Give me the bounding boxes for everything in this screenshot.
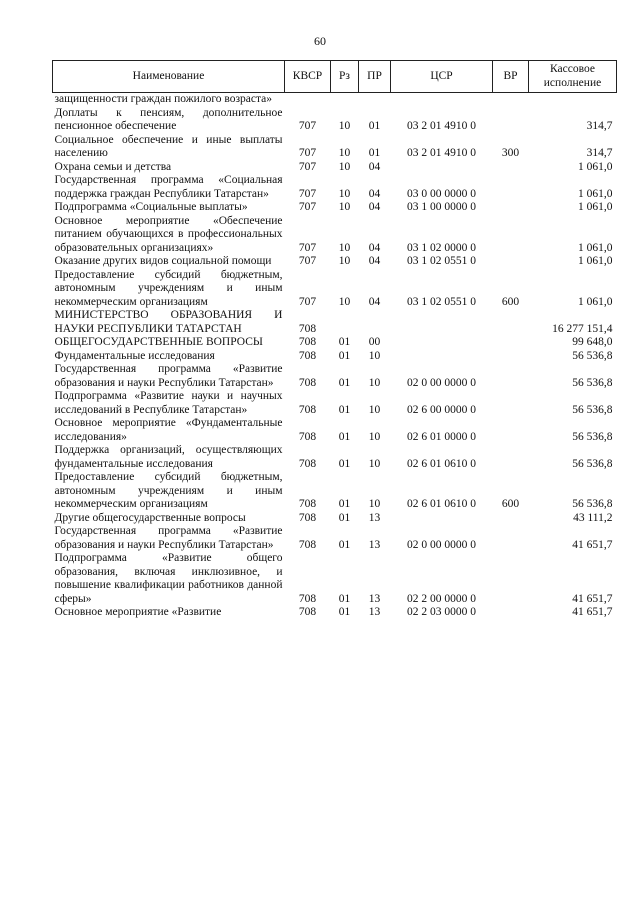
cell-kvsr: 707 <box>298 201 317 213</box>
cell-csr: 02 6 01 0610 0 <box>407 498 476 510</box>
cell-kassovoe: 16 277 151,4 <box>552 322 613 335</box>
cell-vr <box>493 363 529 390</box>
table-row <box>53 471 617 512</box>
cell-kassovoe: 41 651,7 <box>572 538 613 551</box>
cell-vr <box>493 525 529 552</box>
cell-kvsr: 707 <box>298 241 317 254</box>
header-kassovoe: Кассовое исполнение <box>529 61 617 93</box>
cell-csr: 02 6 01 0000 0 <box>407 430 476 443</box>
cell-pr: 04 <box>368 295 381 308</box>
cell-vr <box>493 93 529 107</box>
cell-kassovoe: 99 648,0 <box>572 336 613 348</box>
cell-kvsr: 708 <box>298 498 317 510</box>
cell-kassovoe: 43 111,2 <box>573 511 613 524</box>
table-row <box>53 350 617 364</box>
cell-rz: 01 <box>338 511 351 524</box>
cell-pr: 10 <box>368 349 381 362</box>
cell-kvsr: 708 <box>298 336 317 348</box>
cell-kassovoe: 56 536,8 <box>572 376 613 389</box>
table-row <box>53 269 617 310</box>
cell-pr: 13 <box>368 592 381 605</box>
cell-pr: 00 <box>368 336 381 348</box>
cell-rz: 10 <box>338 120 351 132</box>
cell-kassovoe: 314,7 <box>586 147 613 159</box>
page-number: 60 <box>314 34 326 48</box>
header-rz: Рз <box>331 61 359 93</box>
table-header <box>53 61 617 93</box>
cell-name: Государственная программа «Социальная поддержка граждан Республики Татарстан» <box>54 174 283 200</box>
cell-vr <box>493 215 529 256</box>
cell-name: Подпрограмма «Развитие науки и научных исследований в Республике Татарстан» <box>54 390 283 416</box>
table-row <box>53 215 617 256</box>
table-row <box>53 552 617 606</box>
table-row <box>53 512 617 526</box>
cell-kvsr: 708 <box>298 606 317 618</box>
cell-rz: 10 <box>338 241 351 254</box>
cell-rz: 01 <box>338 430 351 443</box>
cell-kvsr: 708 <box>298 376 317 389</box>
cell-rz: 01 <box>338 403 351 416</box>
cell-rz: 10 <box>338 255 351 267</box>
cell-rz: 01 <box>338 349 351 362</box>
cell-kvsr: 707 <box>298 255 317 267</box>
cell-pr: 10 <box>368 376 381 389</box>
cell-rz <box>331 93 359 107</box>
cell-vr <box>493 350 529 364</box>
cell-kvsr: 708 <box>298 430 317 443</box>
cell-name: МИНИСТЕРСТВО ОБРАЗОВАНИЯ И НАУКИ РЕСПУБЛИКИ ТАТАРСТАН <box>54 309 283 335</box>
cell-csr: 03 1 00 0000 0 <box>407 201 476 213</box>
table-row <box>53 606 617 620</box>
cell-rz: 01 <box>338 498 351 510</box>
cell-kvsr: 708 <box>298 538 317 551</box>
cell-csr <box>391 161 493 175</box>
cell-kvsr: 708 <box>298 592 317 605</box>
cell-name: ОБЩЕГОСУДАРСТВЕННЫЕ ВОПРОСЫ <box>54 336 263 348</box>
cell-rz: 10 <box>338 295 351 308</box>
cell-kvsr: 707 <box>298 120 317 132</box>
cell-csr: 03 2 01 4910 0 <box>407 147 476 159</box>
cell-vr <box>493 201 529 215</box>
cell-kvsr: 707 <box>298 147 317 159</box>
cell-vr <box>493 606 529 620</box>
cell-pr: 01 <box>368 120 381 132</box>
table-row <box>53 309 617 336</box>
table-row <box>53 134 617 161</box>
cell-kassovoe: 56 536,8 <box>572 430 613 443</box>
cell-name: Государственная программа «Развитие образования и науки Республики Татарстан» <box>54 363 283 389</box>
table-row <box>53 363 617 390</box>
cell-vr: 600 <box>501 295 520 308</box>
cell-kassovoe: 1 061,0 <box>578 295 613 308</box>
cell-name: Предоставление субсидий бюджетным, автономным учреждениям и иным некоммерческим организациям <box>54 268 283 308</box>
table-row <box>53 174 617 201</box>
cell-vr <box>493 552 529 606</box>
table-row <box>53 336 617 350</box>
cell-kassovoe: 56 536,8 <box>572 349 613 362</box>
table-row <box>53 417 617 444</box>
table-row <box>53 525 617 552</box>
cell-kassovoe: 1 061,0 <box>578 160 613 173</box>
cell-name: Государственная программа «Развитие образования и науки Республики Татарстан» <box>54 525 283 551</box>
cell-name: Подпрограмма «Развитие общего образования, включая инклюзивное, и повышение квалификации работников данной сферы» <box>54 552 283 605</box>
cell-pr: 04 <box>368 201 381 213</box>
cell-csr: 02 2 03 0000 0 <box>407 606 476 618</box>
cell-pr: 13 <box>368 606 381 618</box>
cell-vr <box>493 107 529 134</box>
cell-kassovoe: 314,7 <box>586 120 613 132</box>
cell-pr: 13 <box>368 538 381 551</box>
cell-vr <box>493 309 529 336</box>
cell-csr <box>391 336 493 350</box>
cell-pr: 04 <box>368 187 381 200</box>
cell-kvsr: 707 <box>298 187 317 200</box>
cell-csr: 02 2 00 0000 0 <box>407 592 476 605</box>
cell-kassovoe: 41 651,7 <box>572 592 613 605</box>
cell-name: защищенности граждан пожилого возраста» <box>54 93 273 105</box>
header-name: Наименование <box>53 61 285 93</box>
cell-vr <box>493 161 529 175</box>
header-vr: ВР <box>493 61 529 93</box>
cell-csr <box>391 512 493 526</box>
cell-vr <box>493 417 529 444</box>
cell-kvsr: 708 <box>298 403 317 416</box>
cell-kassovoe: 56 536,8 <box>572 457 613 470</box>
cell-rz: 10 <box>338 201 351 213</box>
table-row <box>53 390 617 417</box>
cell-vr: 600 <box>501 498 520 510</box>
cell-kassovoe: 1 061,0 <box>578 241 613 254</box>
cell-vr <box>493 255 529 269</box>
cell-csr: 02 6 01 0610 0 <box>407 457 476 470</box>
cell-kvsr <box>285 93 331 107</box>
table-body <box>53 93 617 620</box>
cell-rz: 01 <box>338 538 351 551</box>
cell-kassovoe: 56 536,8 <box>572 403 613 416</box>
cell-name: Доплаты к пенсиям, дополнительное пенсионное обеспечение <box>54 106 283 132</box>
cell-kassovoe: 1 061,0 <box>578 187 613 200</box>
cell-pr: 10 <box>368 430 381 443</box>
table-row <box>53 107 617 134</box>
budget-table <box>52 60 617 620</box>
cell-csr: 02 0 00 0000 0 <box>407 376 476 389</box>
cell-csr: 02 0 00 0000 0 <box>407 538 476 551</box>
cell-rz: 10 <box>338 187 351 200</box>
cell-pr: 10 <box>368 403 381 416</box>
cell-vr <box>493 444 529 471</box>
cell-kvsr: 707 <box>298 160 317 173</box>
cell-pr: 10 <box>368 498 381 510</box>
table-row <box>53 93 617 107</box>
cell-vr <box>493 174 529 201</box>
cell-kassovoe <box>529 93 617 107</box>
cell-kassovoe: 1 061,0 <box>578 201 613 213</box>
cell-rz <box>331 309 359 336</box>
table-row <box>53 201 617 215</box>
table-row <box>53 161 617 175</box>
cell-pr: 04 <box>368 241 381 254</box>
header-csr: ЦСР <box>391 61 493 93</box>
cell-name: Фундаментальные исследования <box>54 349 215 362</box>
cell-pr: 13 <box>368 511 381 524</box>
cell-csr <box>391 93 493 107</box>
cell-csr <box>391 309 493 336</box>
cell-kvsr: 708 <box>298 322 317 335</box>
cell-rz: 10 <box>338 147 351 159</box>
cell-name: Основное мероприятие «Развитие <box>54 606 222 618</box>
cell-rz: 01 <box>338 336 351 348</box>
cell-name: Другие общегосударственные вопросы <box>54 511 246 524</box>
cell-pr: 04 <box>368 255 381 267</box>
cell-name: Социальное обеспечение и иные выплаты населению <box>54 133 283 159</box>
cell-csr <box>391 350 493 364</box>
cell-csr: 02 6 00 0000 0 <box>407 403 476 416</box>
cell-csr: 03 1 02 0000 0 <box>407 241 476 254</box>
cell-csr: 03 1 02 0551 0 <box>407 255 476 267</box>
table-row <box>53 255 617 269</box>
cell-csr: 03 2 01 4910 0 <box>407 120 476 132</box>
cell-kassovoe: 1 061,0 <box>578 255 613 267</box>
header-kvsr: КВСР <box>285 61 331 93</box>
cell-kassovoe: 56 536,8 <box>572 498 613 510</box>
cell-pr: 01 <box>368 147 381 159</box>
cell-kassovoe: 41 651,7 <box>572 606 613 618</box>
cell-kvsr: 708 <box>298 511 317 524</box>
cell-vr <box>493 336 529 350</box>
header-pr: ПР <box>359 61 391 93</box>
cell-name: Поддержка организаций, осуществляющих фундаментальные исследования <box>54 444 283 470</box>
cell-csr: 03 1 02 0551 0 <box>407 295 476 308</box>
cell-kvsr: 708 <box>298 349 317 362</box>
cell-pr <box>359 93 391 107</box>
cell-rz: 01 <box>338 606 351 618</box>
cell-name: Охрана семьи и детства <box>54 160 172 173</box>
cell-name: Подпрограмма «Социальные выплаты» <box>54 201 248 213</box>
cell-kvsr: 707 <box>298 295 317 308</box>
cell-vr <box>493 390 529 417</box>
cell-pr: 10 <box>368 457 381 470</box>
cell-vr: 300 <box>501 147 520 159</box>
cell-name: Оказание других видов социальной помощи <box>54 255 272 267</box>
cell-name: Основное мероприятие «Фундаментальные исследования» <box>54 417 283 443</box>
cell-csr: 03 0 00 0000 0 <box>407 187 476 200</box>
cell-name: Предоставление субсидий бюджетным, автономным учреждениям и иным некоммерческим организациям <box>54 471 283 510</box>
cell-rz: 01 <box>338 376 351 389</box>
cell-pr: 04 <box>368 160 381 173</box>
cell-rz: 01 <box>338 592 351 605</box>
cell-rz: 10 <box>338 160 351 173</box>
cell-name: Основное мероприятие «Обеспечение питанием обучающихся в профессиональных образовательных организациях» <box>54 214 283 254</box>
cell-rz: 01 <box>338 457 351 470</box>
cell-vr <box>493 512 529 526</box>
cell-kvsr: 708 <box>298 457 317 470</box>
table-row <box>53 444 617 471</box>
cell-pr <box>359 309 391 336</box>
